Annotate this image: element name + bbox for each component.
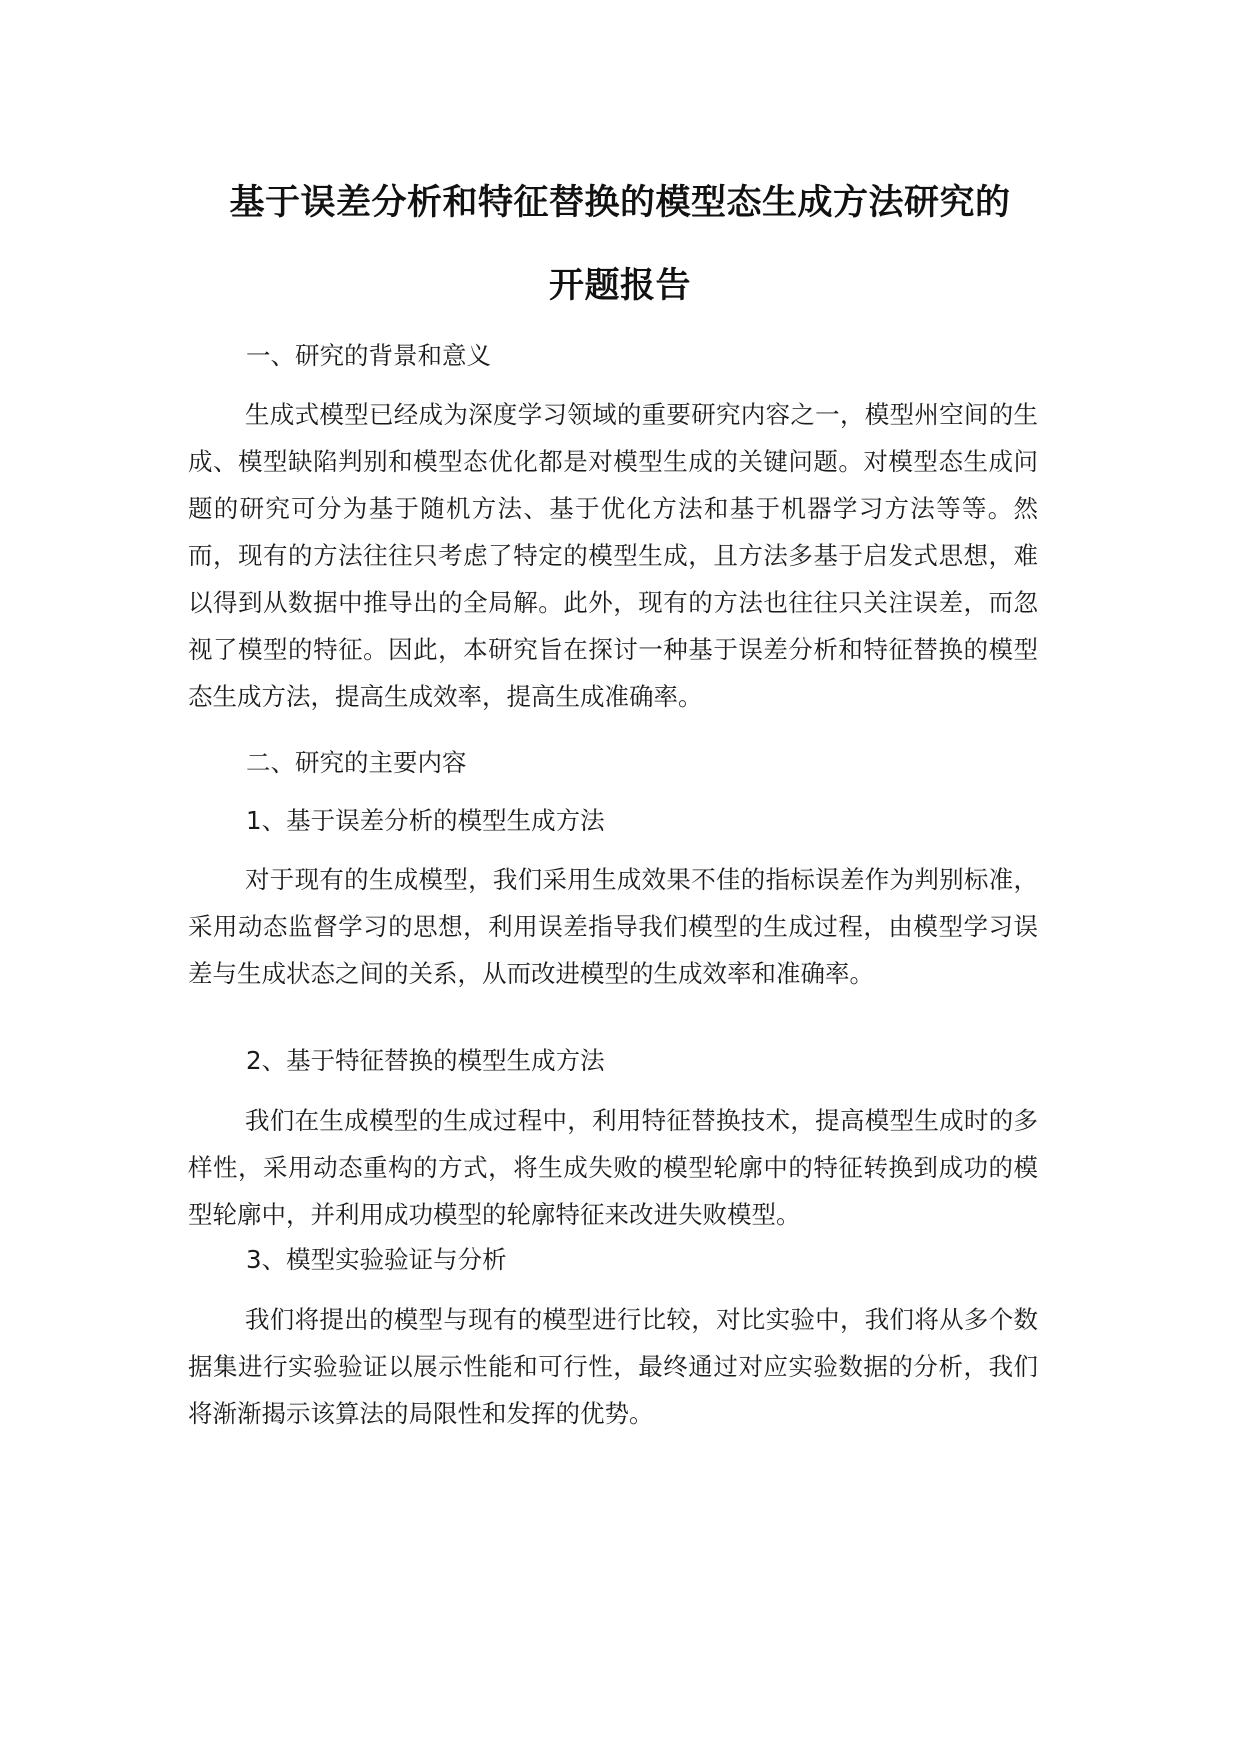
subsection-heading-experiment: 3、模型实验验证与分析 (246, 1245, 507, 1274)
document-title-line-1: 基于误差分析和特征替换的模型态生成方法研究的 (229, 183, 1011, 223)
paragraph-feature-replacement: 我们在生成模型的生成过程中，利用特征替换技术，提高模型生成时的多样性，采用动态重构的方式，将生成失败的模型轮廓中的特征转换到成功的模型轮廓中，并利用成功模型的轮廓特征来改进失败模型。 (188, 1106, 1038, 1229)
subsection-heading-feature-replacement: 2、基于特征替换的模型生成方法 (246, 1046, 605, 1075)
document-title-line-2: 开题报告 (548, 266, 691, 306)
section-heading-main-content: 二、研究的主要内容 (246, 748, 467, 777)
paragraph-error-analysis: 对于现有的生成模型，我们采用生成效果不佳的指标误差作为判别标准，采用动态监督学习的思想，利用误差指导我们模型的生成过程，由模型学习误差与生成状态之间的关系，从而改进模型的生成效率和准确率。 (188, 865, 1038, 988)
paragraph-experiment: 我们将提出的模型与现有的模型进行比较，对比实验中，我们将从多个数据集进行实验验证以展示性能和可行性，最终通过对应实验数据的分析，我们将渐渐揭示该算法的局限性和发挥的优势。 (188, 1305, 1038, 1428)
section-heading-background: 一、研究的背景和意义 (246, 341, 491, 370)
subsection-heading-error-analysis: 1、基于误差分析的模型生成方法 (246, 806, 605, 835)
paragraph-background: 生成式模型已经成为深度学习领域的重要研究内容之一，模型州空间的生成、模型缺陷判别和模型态优化都是对模型生成的关键问题。对模型态生成问题的研究可分为基于随机方法、基于优化方法和基于机器学习方法等等。然而，现有的方法往往只考虑了特定的模型生成，且方法多基于启发式思想，难以得到从数据中推导出的全局解。此外，现有的方法也往往只关注误差，而忽视了模型的特征。因此，本研究旨在探讨一种基于误差分析和特征替换的模型态生成方法，提高生成效率，提高生成准确率。 (188, 400, 1038, 711)
